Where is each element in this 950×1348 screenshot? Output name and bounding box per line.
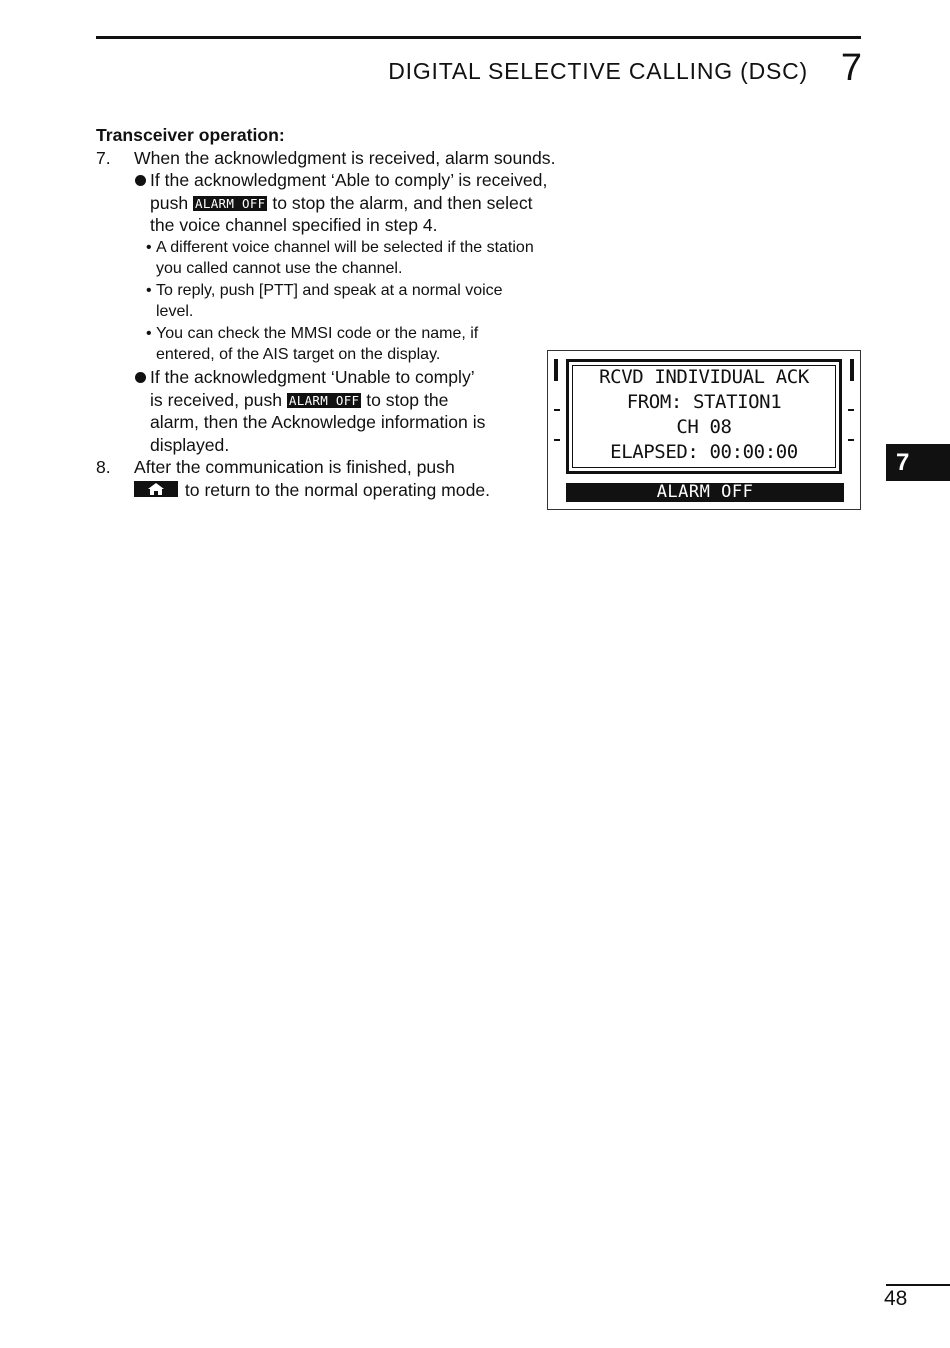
alarm-off-key-icon: ALARM OFF [288, 392, 360, 408]
home-icon [134, 481, 178, 497]
lcd-line: FROM: STATION1 [626, 391, 782, 413]
header-rule [96, 36, 861, 39]
lcd-screen-illustration [547, 350, 861, 510]
lcd-scroll-mark [554, 359, 558, 381]
bullet-dot-icon [135, 372, 146, 383]
lcd-scroll-mark [850, 359, 854, 381]
step-7 [96, 147, 616, 170]
page-number: 48 [884, 1287, 908, 1310]
sub-note: • A different voice channel will be selected if the station you called cannot use the channel. [146, 238, 534, 278]
step-text: When the acknowledgment is received, alarm sounds. [134, 147, 556, 168]
lcd-line: CH 08 [676, 416, 732, 438]
footer-rule [886, 1284, 950, 1286]
chapter-tab: 7 [886, 444, 950, 481]
lcd-line: RCVD INDIVIDUAL ACK [599, 366, 809, 388]
alarm-off-key-icon: ALARM OFF [195, 195, 266, 211]
bullet-unable-to-comply: If the acknowledgment ‘Unable to comply’ is received, push ALARM OFF to stop the alarm, then the Acknowledge information is displayed. [134, 366, 616, 456]
step-number: 8. [96, 457, 111, 478]
bullet-line: If the acknowledgment ‘Able to comply’ is received, [150, 170, 548, 191]
body-content [96, 124, 616, 502]
chapter-number: 7 [840, 47, 862, 89]
lcd-line: ELAPSED: 00:00:00 [610, 441, 798, 463]
step-8: 8. After the communication is finished, push to return to the normal operating mode. [96, 457, 491, 500]
bullet-able-to-comply [134, 169, 616, 237]
step-number: 7. [96, 147, 111, 168]
chapter-title: DIGITAL SELECTIVE CALLING (DSC) [388, 58, 808, 84]
bullet-line: push ALARM OFF to stop the alarm, and then select [150, 192, 533, 213]
section-subheading: Transceiver operation: [96, 125, 285, 145]
bullet-dot-icon [135, 175, 146, 186]
sub-note: • To reply, push [PTT] and speak at a normal voice level. [146, 281, 503, 321]
lcd-softkey-alarm-off: ALARM OFF [566, 483, 844, 502]
sub-note: • You can check the MMSI code or the name, if entered, of the AIS target on the display. [146, 324, 479, 364]
bullet-line: the voice channel specified in step 4. [150, 215, 438, 236]
